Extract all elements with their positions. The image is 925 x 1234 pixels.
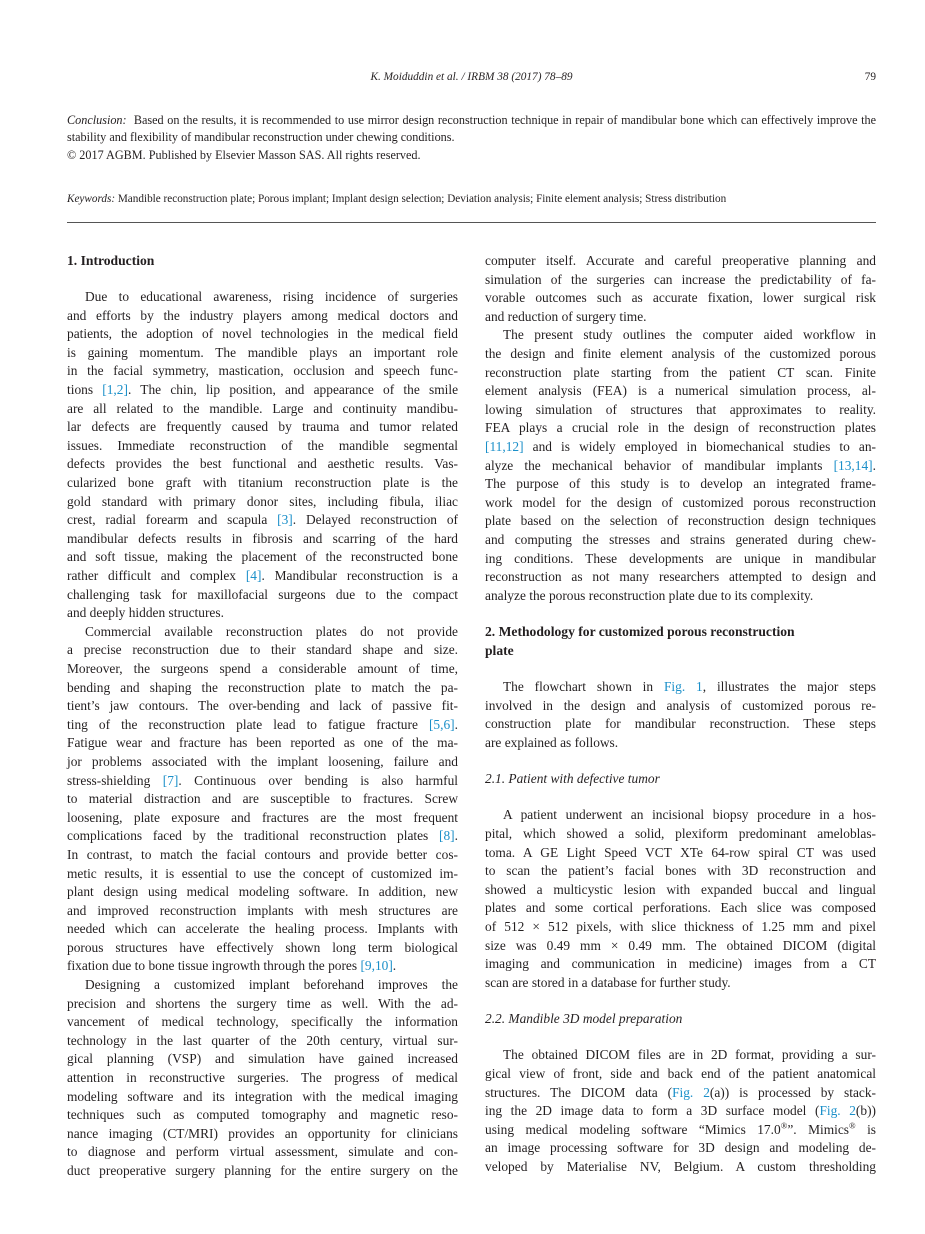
text-line: tions [1,2]. The chin, lip position, and appearance of the smile: [67, 382, 459, 398]
text-line: In contrast, to match the facial contours and provide better cos-: [67, 846, 458, 862]
text-line: in the facial symmetry, mastication, occlusion and speech func-: [67, 363, 458, 379]
citation-link[interactable]: [4]: [245, 568, 262, 583]
citation-link[interactable]: [1,2]: [102, 382, 128, 398]
paragraph: [67, 623, 458, 976]
text-line: FEA plays a crucial role in the design of reconstruction plates: [485, 420, 876, 436]
figure-link[interactable]: Fig. 2: [672, 1084, 710, 1100]
text-line: gical planning (VSP) and simulation have gained increased: [67, 1051, 458, 1067]
citation-link[interactable]: [11,12]: [485, 438, 524, 454]
text-line: to diagnose and perform virtual assessment, simulate and con-: [67, 1144, 458, 1160]
text-line: plate based on the selection of reconstruction design techniques: [485, 513, 876, 529]
text-line: The flowchart shown in Fig. 1, illustrates the major steps: [503, 678, 876, 694]
registered-mark: ®: [848, 1120, 856, 1131]
figure-link[interactable]: Fig. 2: [819, 1103, 856, 1119]
text-line: pital, which showed a solid, plexiform predominant ameloblas-: [485, 826, 876, 842]
text-line: Fatigue wear and fracture has been reported as one of the ma-: [67, 735, 458, 751]
text-line: analyze the porous reconstruction plate due to its complexity.: [485, 587, 814, 603]
text-line: porous structures have effectively shown long term biological: [67, 939, 458, 955]
text-line: structures. The DICOM data (Fig. 2(a)) is processed by stack-: [485, 1084, 876, 1100]
text-line: Commercial available reconstruction plates do not provide: [85, 623, 458, 639]
text-line: needed which can accelerate the healing process. Implants with: [67, 921, 458, 937]
left-column: [67, 252, 458, 1181]
citation-link[interactable]: [13,14]: [833, 457, 873, 473]
abstract-conclusion: [67, 112, 876, 164]
text-line: issues. Immediate reconstruction of the mandible segmental: [67, 437, 458, 453]
text-line: are explained as follows.: [485, 734, 619, 750]
text-line: lar defects are frequently caused by trauma and tumor related: [67, 419, 458, 435]
text-line: and soft tissue, making the placement of the reconstructed bone: [67, 549, 458, 565]
keywords-label: Keywords:: [67, 193, 116, 205]
citation-link[interactable]: [3]: [277, 512, 293, 528]
citation-link[interactable]: [7]: [162, 772, 179, 788]
heading-line: 2. Methodology for customized porous reconstruction: [485, 624, 795, 640]
text-line: showed a multicystic lesion with expanded buccal and lingual: [485, 881, 876, 897]
text-line: and efforts by the industry players among medical doctors and: [67, 307, 458, 323]
text-line: ing the 2D image data to form a 3D surface model (Fig. 2(b)): [485, 1103, 876, 1119]
heading-line: 2.2. Mandible 3D model preparation: [485, 1011, 683, 1027]
text-line: construction plate for mandibular reconstruction. These steps: [485, 716, 876, 732]
registered-mark: ®: [780, 1120, 788, 1131]
text-line: crest, radial forearm and scapula [3]. Delayed reconstruction of: [67, 512, 458, 528]
text-line: work model for the design of customized porous reconstruction: [485, 494, 876, 510]
text-line: tient’s jaw contours. The over-bending and lack of passive fit-: [67, 698, 458, 714]
text-line: stress-shielding [7]. Continuous over bending is also harmful: [67, 772, 458, 788]
text-line: to scan the patient’s facial bones with 3D reconstruction and: [485, 863, 876, 879]
text-line: scan are stored in a database for further study.: [485, 974, 731, 990]
subsection-heading: [485, 1010, 876, 1029]
text-line: reconstruction plate starting from the patient CT scan. Finite: [485, 364, 876, 380]
text-line: complications faced by the traditional reconstruction plates [8].: [67, 828, 458, 844]
text-line: imaging and communication in medicine) images from a CT: [485, 956, 876, 972]
text-line: fixation due to bone tissue ingrowth through the pores [9,10].: [67, 958, 397, 974]
text-line: defects provides the best functional and aesthetic results. Vas-: [67, 456, 458, 472]
text-line: plant design using medical modeling software. In addition, new: [67, 884, 458, 900]
text-line: are all related to the mandible. Large and continuity mandibu-: [67, 400, 458, 416]
text-line: A patient underwent an incisional biopsy procedure in a hos-: [503, 807, 876, 823]
text-line: alyze the mechanical behavior of mandibular implants [13,14].: [485, 457, 876, 473]
text-line: gical view of front, side and back end of the patient anatomical: [485, 1066, 876, 1082]
copyright: © 2017 AGBM. Published by Elsevier Masson SAS. All rights reserved.: [67, 147, 421, 162]
text-line: vancement of medical technology, specifically the information: [67, 1014, 458, 1030]
text-line: challenging task for maxillofacial surgeons due to the compact: [67, 586, 458, 602]
conclusion-label: Conclusion:: [67, 113, 127, 127]
text-line: The purpose of this study is to develop an integrated frame-: [485, 476, 876, 492]
text-line: The obtained DICOM files are in 2D format, providing a sur-: [503, 1047, 876, 1063]
keywords: [67, 193, 876, 205]
citation-link[interactable]: [8]: [439, 828, 455, 844]
text-line: and improved reconstruction implants with mesh structures are: [67, 902, 458, 918]
text-line: precision and shortens the surgery time as well. With the ad-: [67, 995, 458, 1011]
citation-link[interactable]: [9,10]: [360, 958, 393, 974]
text-line: cularized bone graft with titanium reconstruction plate is the: [67, 475, 458, 491]
text-line: The present study outlines the computer aided workflow in: [503, 327, 876, 343]
text-line: duct preoperative surgery planning for the entire surgery on the: [67, 1163, 458, 1178]
text-line: ing conditions. These developments are unique in mandibular: [485, 550, 876, 566]
text-line: modeling software and its integration with the medical imaging: [67, 1088, 458, 1104]
citation-link[interactable]: [5,6]: [428, 716, 455, 732]
heading-line: plate: [485, 642, 514, 658]
section-heading: [67, 252, 458, 271]
text-line: reconstruction as not many researchers attempted to design and: [485, 569, 876, 585]
paragraph: [485, 252, 876, 326]
text-line: [11,12] and is widely employed in biomechanical studies to an-: [485, 438, 876, 454]
subsection-heading: [485, 770, 876, 789]
paragraph: [485, 326, 876, 605]
text-line: Due to educational awareness, rising incidence of surgeries: [85, 289, 458, 305]
text-line: jor problems associated with the implant loosening, failure and: [67, 753, 458, 769]
page-number: 79: [864, 71, 876, 83]
section-heading: [485, 623, 876, 660]
text-line: and reduction of surgery time.: [485, 308, 647, 324]
text-line: mandibular defects results in fibrosis and scarring of the hard: [67, 530, 458, 546]
paragraph: [67, 288, 458, 623]
text-line: size was 0.49 mm × 0.49 mm. The obtained DICOM (digital: [485, 937, 876, 953]
conclusion-text: Based on the results, it is recommended to use mirror design reconstruction technique in repair of mandibular bone which can effectively improve the stability and flexibility of mandibular reconstruction under chewing conditions.: [67, 113, 877, 145]
text-line: veloped by Materialise NV, Belgium. A custom thresholding: [485, 1159, 876, 1175]
keywords-text: Mandible reconstruction plate; Porous implant; Implant design selection; Deviation analysis; Finite element analysis; Stress distribution: [117, 193, 727, 205]
heading-line: 2.1. Patient with defective tumor: [485, 771, 660, 787]
divider: [67, 222, 876, 223]
text-line: to material distraction and are susceptible to fractures. Screw: [67, 791, 458, 807]
paragraph: [67, 976, 458, 1181]
text-line: patients, the adoption of novel technologies in the medical field: [67, 326, 458, 342]
text-line: and computing the stresses and strains generated during chew-: [485, 531, 876, 547]
text-line: Designing a customized implant beforehand improves the: [85, 977, 458, 993]
text-line: rather difficult and complex [4]. Mandibular reconstruction is a: [67, 568, 459, 583]
text-line: ting of the reconstruction plate lead to fatigue fracture [5,6].: [67, 716, 458, 732]
heading-line: 1. Introduction: [67, 253, 155, 268]
text-line: a precise reconstruction due to their standard shape and size.: [67, 642, 458, 658]
text-line: toma. A GE Light Speed VCT XTe 64-row spiral CT was used: [485, 844, 876, 860]
text-line: element analysis (FEA) is a numerical simulation process, al-: [485, 383, 876, 399]
text-line: gold standard with primary donor sites, including fibula, iliac: [67, 493, 458, 509]
running-title: K. Moiduddin et al. / IRBM 38 (2017) 78–89: [370, 71, 573, 83]
text-line: lowing simulation of structures that approximates to reality.: [485, 401, 876, 417]
text-line: using medical modeling software “Mimics 17.0®”. Mimics® is: [485, 1120, 877, 1137]
text-line: computer itself. Accurate and careful preoperative planning and: [485, 253, 876, 268]
text-line: simulation of the surgeries can increase the predictability of fa-: [485, 271, 876, 287]
text-line: loosening, plate exposure and fractures are the most frequent: [67, 809, 458, 825]
text-line: nance imaging (CT/MRI) provides an opportunity for clinicians: [67, 1125, 458, 1141]
right-column: [485, 252, 876, 1177]
text-line: bending and shaping the reconstruction plate to match the pa-: [67, 679, 458, 695]
text-line: the design and finite element analysis of the customized porous: [485, 345, 876, 361]
paragraph: [485, 1046, 876, 1176]
text-line: plates and some cortical perforations. Each slice was composed: [485, 900, 876, 916]
text-line: and deeply hidden structures.: [67, 605, 224, 621]
paragraph: [485, 806, 876, 992]
text-line: metic results, it is essential to use the concept of customized im-: [67, 865, 458, 881]
figure-link[interactable]: Fig. 1: [663, 678, 703, 694]
text-line: Moreover, the surgeons spend a considerable amount of time,: [67, 660, 458, 676]
paragraph: [485, 678, 876, 752]
text-line: is gaining momentum. The mandible plays an important role: [67, 344, 458, 360]
text-line: attention in reconstructive surgeries. The progress of medical: [67, 1070, 458, 1086]
text-line: involved in the design and analysis of customized porous re-: [485, 697, 876, 713]
text-line: vorable outcomes such as accurate fixation, lower surgical risk: [485, 290, 876, 306]
text-line: of 512 × 512 pixels, with slice thickness of 1.25 mm and pixel: [485, 919, 876, 934]
text-line: technology in the last quarter of the 20th century, virtual sur-: [67, 1032, 458, 1048]
text-line: an image processing software for 3D design and modeling de-: [485, 1140, 876, 1156]
text-line: techniques such as computed tomography and magnetic reso-: [67, 1107, 458, 1123]
